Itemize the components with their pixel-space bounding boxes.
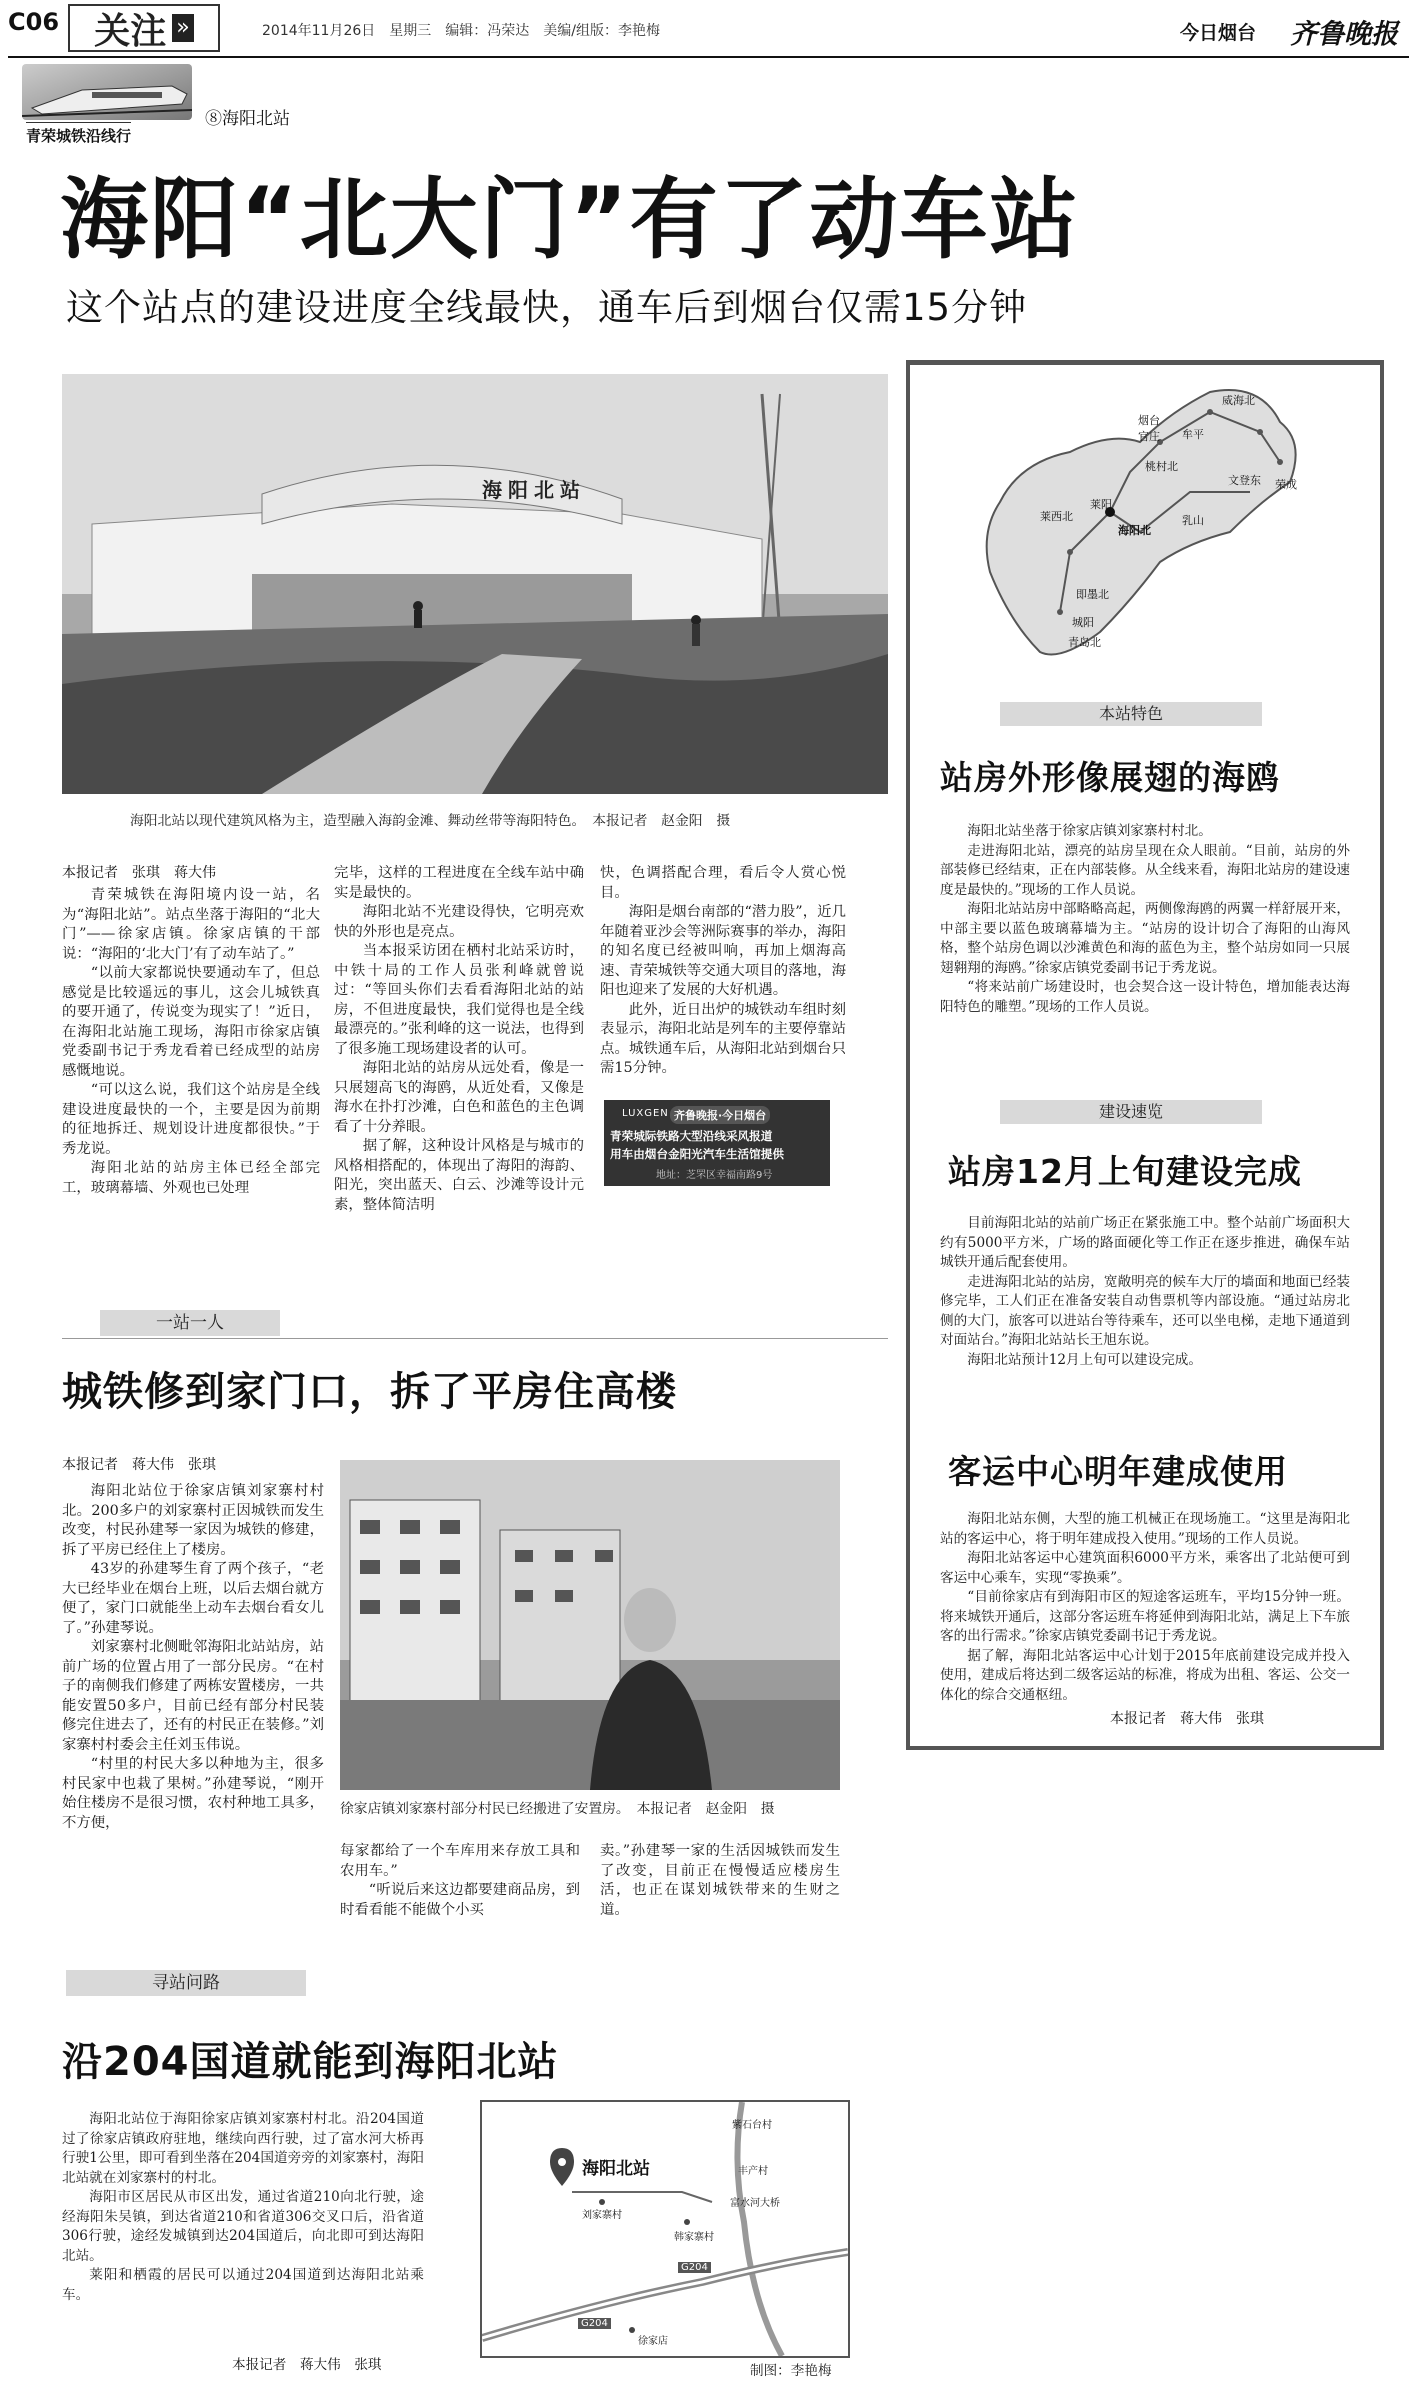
story-tag: 一站一人: [100, 1310, 280, 1336]
section-badge: [68, 4, 220, 52]
ad-brand: LUXGEN: [622, 1108, 669, 1119]
station-sign: 海阳北站: [482, 478, 586, 502]
sidebar-body-3: [940, 1510, 1350, 1705]
sidebar-map: [960, 372, 1310, 672]
sidebar-title-1: 站房外形像展翅的海鸥: [940, 758, 1280, 797]
map-label: 青岛北: [1068, 636, 1101, 649]
route-byline: 本报记者 蒋大伟 张琪: [232, 2357, 382, 2373]
route-tag: 寻站问路: [66, 1970, 306, 1996]
paper-logo: 齐鲁晚报: [1290, 19, 1398, 50]
paragraph: 43岁的孙建琴生育了两个孩子，“老大已经毕业在烟台上班，以后去烟台就方便了，家门口就能坐上动车去烟台看女儿了。”孙建琴说。: [62, 1561, 324, 1636]
story-byline: 本报记者 蒋大伟 张琪: [62, 1457, 216, 1473]
paragraph: 走进海阳北站，漂亮的站房呈现在众人眼前。“目前，站房的外部装修已经结束，正在内部装修。从全线来看，海阳北站房的建设速度是最快的。”现场的工作人员说。: [940, 842, 1350, 898]
paragraph: 海阳北站客运中心建筑面积6000平方米，乘客出了北站便可到客运中心乘车，实现“零换乘”。: [940, 1550, 1350, 1586]
villager-photo: [340, 1460, 840, 1790]
sponsor-ad[interactable]: [604, 1100, 830, 1186]
map-label: 海阳北: [1118, 524, 1151, 537]
paragraph: “以前大家都说快要通动车了，但总感觉是比较遥远的事儿，这会儿城铁真的要开通了，传说变为现实了！”近日，在海阳北站施工现场，海阳市徐家店镇党委副书记于秀龙看着已经成型的站房感慨地说。: [62, 965, 320, 1079]
main-byline: 本报记者 张琪 蒋大伟: [62, 865, 216, 881]
ad-address: 地址：芝罘区幸福南路9号: [656, 1170, 773, 1181]
map-label: 丰产村: [738, 2166, 768, 2177]
paragraph: “听说后来这边都要建商品房，到时看看能不能做个小买: [340, 1882, 580, 1918]
paragraph: 海阳北站的站房从远处看，像是一只展翅高飞的海鸥，从近处看，又像是海水在扑打沙滩，白色和蓝色的主色调看了十分养眼。: [334, 1060, 584, 1135]
map-label: 文登东: [1228, 474, 1261, 487]
map-label: 桃村北: [1145, 460, 1178, 473]
main-col-1: [62, 886, 320, 1306]
map-label: 牟平: [1182, 428, 1204, 441]
paragraph: 卖。”孙建琴一家的生活因城铁而发生了改变，目前正在慢慢适应楼房生活，也正在谋划城铁带来的生财之道。: [600, 1843, 840, 1918]
paragraph: 据了解，这种设计风格是与城市的风格相搭配的，体现出了海阳的海韵、阳光，突出蓝天、白云、沙滩等设计元素，整体简洁明: [334, 1138, 584, 1213]
story-title: 城铁修到家门口，拆了平房住高楼: [62, 1369, 677, 1415]
section-label: 关注: [94, 10, 167, 52]
map-label: 城阳: [1072, 616, 1094, 629]
station-seq: ⑧海阳北站: [205, 109, 290, 129]
paragraph: 海阳北站东侧，大型的施工机械正在现场施工。“这里是海阳北站的客运中心，将于明年建成投入使用。”现场的工作人员说。: [940, 1511, 1350, 1547]
paragraph: 据了解，海阳北站客运中心计划于2015年底前建设完成并投入使用，建成后将达到二级客运站的标准，将成为出租、客运、公交一体化的综合交通枢纽。: [940, 1647, 1350, 1703]
edition-label: 今日烟台: [1180, 22, 1257, 44]
paragraph: 目前海阳北站的站前广场正在紧张施工中。整个站前广场面积大约有5000平方米，广场的路面硬化等工作正在逐步推进，确保车站城铁开通后配套使用。: [940, 1215, 1350, 1270]
map-label: 威海北: [1222, 394, 1255, 407]
paragraph: 每家都给了一个车库用来存放工具和农用车。”: [340, 1843, 580, 1879]
map-label: 乳山: [1182, 514, 1204, 527]
paragraph: 莱阳和栖霞的居民可以通过204国道到达海阳北站乘车。: [62, 2267, 424, 2303]
main-subtitle: 这个站点的建设进度全线最快，通车后到烟台仅需15分钟: [66, 286, 1028, 329]
date-line: 2014年11月26日 星期三 编辑：冯荣达 美编/组版：李艳梅: [262, 23, 660, 39]
map-label: 徐家店: [638, 2336, 668, 2347]
villager-photo-caption: 徐家店镇刘家寨村部分村民已经搬进了安置房。 本报记者 赵金阳 摄: [340, 1801, 775, 1817]
paragraph: 海阳北站的站房主体已经全部完工，玻璃幕墙、外观也已处理: [62, 1160, 320, 1196]
story-col-1: [62, 1482, 324, 1902]
page-number: C06: [8, 8, 60, 36]
map-label: 莱阳: [1090, 498, 1112, 511]
paragraph: 海阳北站位于徐家店镇刘家寨村村北。200多户的刘家寨村正因城铁而发生改变，村民孙建琴一家因为城铁的修建，拆了平房已经住上了楼房。: [62, 1483, 324, 1558]
paragraph: 海阳北站不光建设得快，它明亮欢快的外形也是亮点。: [334, 904, 584, 940]
sidebar-tag-1: 本站特色: [1000, 702, 1262, 726]
story-tag-rule: [62, 1338, 888, 1339]
map-label: 紫石台村: [732, 2120, 772, 2131]
paragraph: 完毕，这样的工程进度在全线车站中确实是最快的。: [334, 865, 584, 901]
map-label: 官庄: [1138, 430, 1160, 443]
main-headline: 海阳“北大门”有了动车站: [60, 168, 1080, 271]
ad-line-2: 用车由烟台金阳光汽车生活馆提供: [610, 1147, 784, 1161]
paragraph: “将来站前广场建设时，也会契合这一设计特色，增加能表达海阳特色的雕塑。”现场的工作人员说。: [940, 979, 1350, 1015]
map-label: 韩家寨村: [674, 2232, 714, 2243]
main-col-2: [334, 864, 584, 1306]
paragraph: 海阳北站预计12月上旬可以建设完成。: [967, 1351, 1202, 1368]
paragraph: 当本报采访团在栖村北站采访时，中铁十局的工作人员张利峰就曾说过：“等回头你们去看看海阳北站的站房，不但进度最快，我们觉得也是全线最漂亮的。”张利峰的这一说法，也得到了很多施工现场建设者的认可。: [334, 943, 584, 1057]
double-arrow-icon: »: [172, 14, 193, 42]
header-rule: [8, 56, 1409, 58]
paragraph: 快，色调搭配合理，看后令人赏心悦目。: [600, 865, 846, 901]
ad-tag: 齐鲁晚报·今日烟台: [670, 1106, 770, 1124]
train-icon: [22, 64, 192, 120]
route-map: [480, 2100, 850, 2358]
sidebar-title-3: 客运中心明年建成使用: [948, 1452, 1288, 1491]
sidebar-tag-2: 建设速览: [1000, 1100, 1262, 1124]
main-col-3: [600, 864, 846, 1096]
paragraph: 刘家寨村北侧毗邻海阳北站站房，站前广场的位置占用了一部分民房。“在村子的南侧我们修建了两栋安置楼房，一共能安置50多户，目前已经有部分村民装修完住进去了，还有的村民正在装修。”刘家寨村村委会主任刘玉伟说。: [62, 1639, 324, 1753]
paragraph: 青荣城铁在海阳境内设一站，名为“海阳北站”。站点坐落于海阳的“北大门”——徐家店镇。徐家店镇的干部说：“海阳的‘北大门’有了动车站了。”: [62, 887, 320, 962]
paragraph: 海阳是烟台南部的“潜力股”，近几年随着亚沙会等洲际赛事的举办，海阳的知名度已经被叫响，再加上烟海高速、青荣城铁等交通大项目的落地，海阳也迎来了发展的大好机遇。: [600, 904, 846, 998]
route-body: [62, 2110, 424, 2305]
sidebar-title-2: 站房12月上旬建设完成: [948, 1152, 1302, 1191]
paragraph: 海阳市区居民从市区出发，通过省道210向北行驶，途经海阳朱吴镇，到达省道210和省道306交叉口后，沿省道306行驶，途经发城镇到达204国道后，向北即可到达海阳北站。: [62, 2189, 424, 2264]
paragraph: “可以这么说，我们这个站房是全线建设进度最快的一个，主要是因为前期的征地拆迁、规划设计进度都很快。”于秀龙说。: [62, 1082, 320, 1157]
paragraph: “村里的村民大多以种地为主，很多村民家中也栽了果树。”孙建琴说，“刚开始住楼房不是很习惯，农村种地工具多，不方便，: [62, 1756, 324, 1831]
ad-line-1: 青荣城际铁路大型沿线采风报道: [610, 1129, 773, 1143]
paragraph: 海阳北站坐落于徐家店镇刘家寨村村北。: [967, 823, 1212, 839]
route-title: 沿204国道就能到海阳北站: [62, 2039, 559, 2085]
map-credit: 制图：李艳梅: [750, 2363, 832, 2379]
series-label: 青荣城铁沿线行: [26, 122, 131, 146]
map-label: 即墨北: [1076, 588, 1109, 601]
map-label: G204: [678, 2262, 711, 2273]
story-col-3: [600, 1842, 840, 1920]
paragraph: 走进海阳北站的站房，宽敞明亮的候车大厅的墙面和地面已经装修完毕，工人们正在准备安装自动售票机等内部设施。“通过站房北侧的大门，旅客可以进站台等待乘车，还可以坐电梯，走地下通道到对面站台。”海阳北站站长王旭东说。: [940, 1273, 1350, 1348]
sidebar-body-1: [940, 822, 1350, 1017]
sidebar-body-2: [940, 1214, 1350, 1370]
main-photo-caption: 海阳北站以现代建筑风格为主，造型融入海韵金滩、舞动丝带等海阳特色。 本报记者 赵金阳 摄: [130, 813, 731, 829]
paragraph: “目前徐家店有到海阳市区的短途客运班车，平均15分钟一班。将来城铁开通后，这部分客运班车将延伸到海阳北站，满足上下车旅客的出行需求。”徐家店镇党委副书记于秀龙说。: [940, 1589, 1350, 1644]
map-label: 烟台: [1138, 414, 1160, 427]
paragraph: 海阳北站站房中部略略高起，两侧像海鸥的两翼一样舒展开来，中部主要以蓝色玻璃幕墙为主。“站房的设计切合了海阳的山海风格，整个站房色调以沙滩黄色和海的蓝色为主，整个站房如同一只展翅翱翔的海鸥。”徐家店镇党委副书记于秀龙说。: [940, 901, 1350, 976]
paragraph: 海阳北站位于海阳徐家店镇刘家寨村村北。沿204国道过了徐家店镇政府驻地，继续向西行驶，过了富水河大桥再行驶1公里，即可看到坐落在204国道旁旁的刘家寨村，海阳北站就在刘家寨村的村北。: [62, 2111, 424, 2186]
map-label: 刘家寨村: [582, 2210, 622, 2221]
sidebar-byline: 本报记者 蒋大伟 张琪: [1110, 1711, 1264, 1727]
story-col-2: [340, 1842, 580, 1920]
paragraph: 此外，近日出炉的城铁动车组时刻表显示，海阳北站是列车的主要停靠站点。城铁通车后，从海阳北站到烟台只需15分钟。: [600, 1001, 846, 1076]
map-label: 富水河大桥: [730, 2198, 780, 2209]
station-photo: [62, 374, 888, 794]
map-label: G204: [578, 2318, 611, 2329]
map-station-label: 海阳北站: [582, 2159, 650, 2179]
map-label: 荣成: [1275, 478, 1297, 491]
map-label: 莱西北: [1040, 510, 1073, 523]
